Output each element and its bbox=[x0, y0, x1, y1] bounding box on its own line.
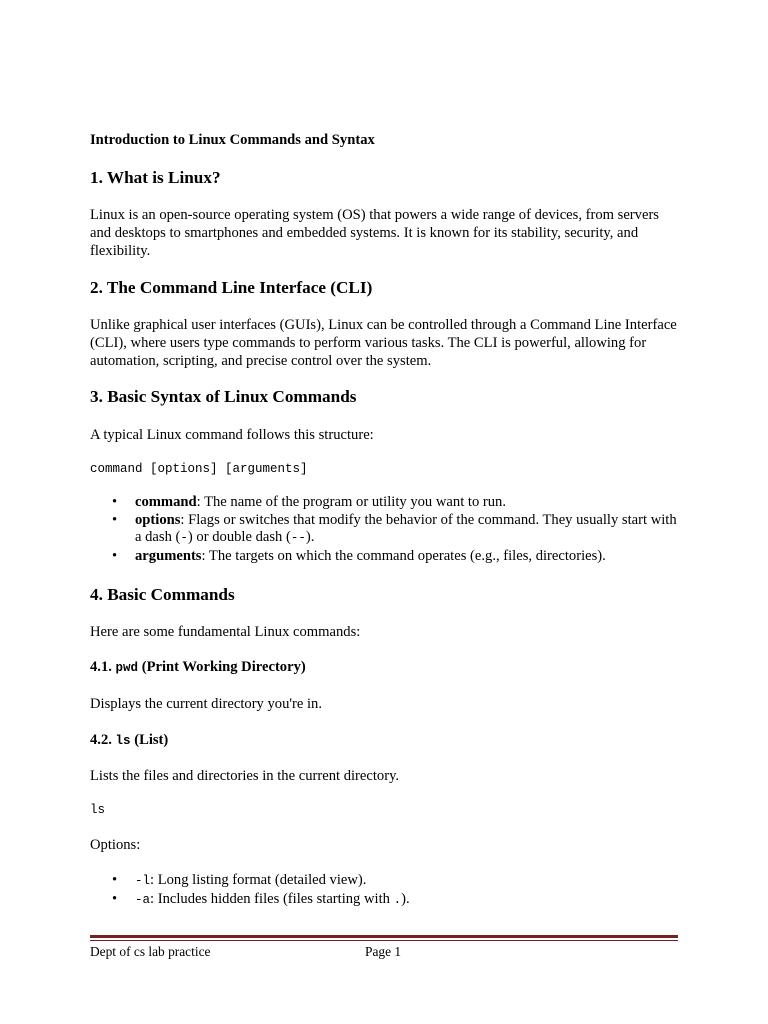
bullet-icon: • bbox=[112, 494, 118, 510]
list-item bbox=[90, 872, 680, 891]
command-label: (Print Working Directory) bbox=[141, 659, 306, 675]
bullet-icon: • bbox=[112, 547, 118, 564]
inline-code: - bbox=[180, 531, 188, 546]
list-item bbox=[90, 891, 680, 910]
term-description: : Flags or switches that modify the behavior of the command. They usually start with a dash ( bbox=[135, 511, 677, 546]
footer-department: Dept of cs lab practice bbox=[90, 944, 211, 959]
bullet-icon: • bbox=[112, 890, 118, 907]
command-name: pwd bbox=[115, 661, 139, 675]
syntax-code-line: command [options] [arguments] bbox=[90, 462, 308, 476]
term: options bbox=[135, 511, 181, 528]
term: command bbox=[135, 494, 197, 510]
term-description: : The targets on which the command operates (e.g., files, directories). bbox=[201, 547, 606, 564]
options-label: Options: bbox=[90, 837, 141, 853]
footer-page-number: Page 1 bbox=[365, 944, 402, 959]
command-name: ls bbox=[115, 734, 131, 748]
command-label: (List) bbox=[134, 732, 169, 748]
option-flag: -a bbox=[135, 892, 151, 907]
list-item bbox=[90, 494, 680, 512]
section-4-intro: Here are some fundamental Linux commands: bbox=[90, 624, 361, 640]
ls-options-list bbox=[90, 872, 680, 909]
ls-code-line: ls bbox=[90, 803, 106, 817]
term: arguments bbox=[135, 547, 202, 564]
document-title: Introduction to Linux Commands and Syntax bbox=[90, 132, 375, 148]
term-description: : The name of the program or utility you want to run. bbox=[196, 494, 507, 510]
subsection-4-1-heading bbox=[90, 658, 306, 677]
bullet-icon: • bbox=[112, 511, 118, 528]
section-3-heading: 3. Basic Syntax of Linux Commands bbox=[90, 387, 357, 406]
subsection-number: 4.1. bbox=[90, 659, 112, 675]
list-item bbox=[90, 548, 680, 566]
footer-rule-thin bbox=[90, 940, 678, 941]
list-item bbox=[90, 512, 680, 548]
subsection-4-2-heading bbox=[90, 731, 168, 750]
term-description: ). bbox=[305, 529, 315, 546]
syntax-parts-list bbox=[90, 494, 680, 565]
section-1-paragraph: Linux is an open-source operating system (OS) that powers a wide range of devices, from servers and desktops to smartphones and embedded systems. It is known for its stability, security, and flexibility. bbox=[90, 207, 659, 260]
term-description: ) or double dash ( bbox=[187, 529, 291, 546]
section-2-heading: 2. The Command Line Interface (CLI) bbox=[90, 278, 373, 297]
inline-code: . bbox=[393, 892, 402, 907]
section-4-heading: 4. Basic Commands bbox=[90, 585, 235, 604]
subsection-number: 4.2. bbox=[90, 732, 112, 748]
inline-code: -- bbox=[290, 531, 306, 546]
section-3-intro: A typical Linux command follows this structure: bbox=[90, 427, 374, 443]
subsection-4-2-body: Lists the files and directories in the current directory. bbox=[90, 768, 400, 784]
option-description: : Long listing format (detailed view). bbox=[150, 872, 367, 888]
section-1-heading: 1. What is Linux? bbox=[90, 168, 221, 187]
section-2-paragraph: Unlike graphical user interfaces (GUIs), Linux can be controlled through a Command Line Interface (CLI), where users type commands to perform various tasks. The CLI is powerful, allowing for automation, scripting, and precise control over the system. bbox=[90, 317, 677, 370]
option-flag: -l bbox=[135, 874, 151, 888]
bullet-icon: • bbox=[112, 872, 118, 888]
option-description: ). bbox=[401, 890, 410, 907]
footer-rule-thick bbox=[90, 935, 678, 938]
subsection-4-1-body: Displays the current directory you're in. bbox=[90, 696, 323, 712]
option-description: : Includes hidden files (files starting with bbox=[150, 890, 394, 907]
